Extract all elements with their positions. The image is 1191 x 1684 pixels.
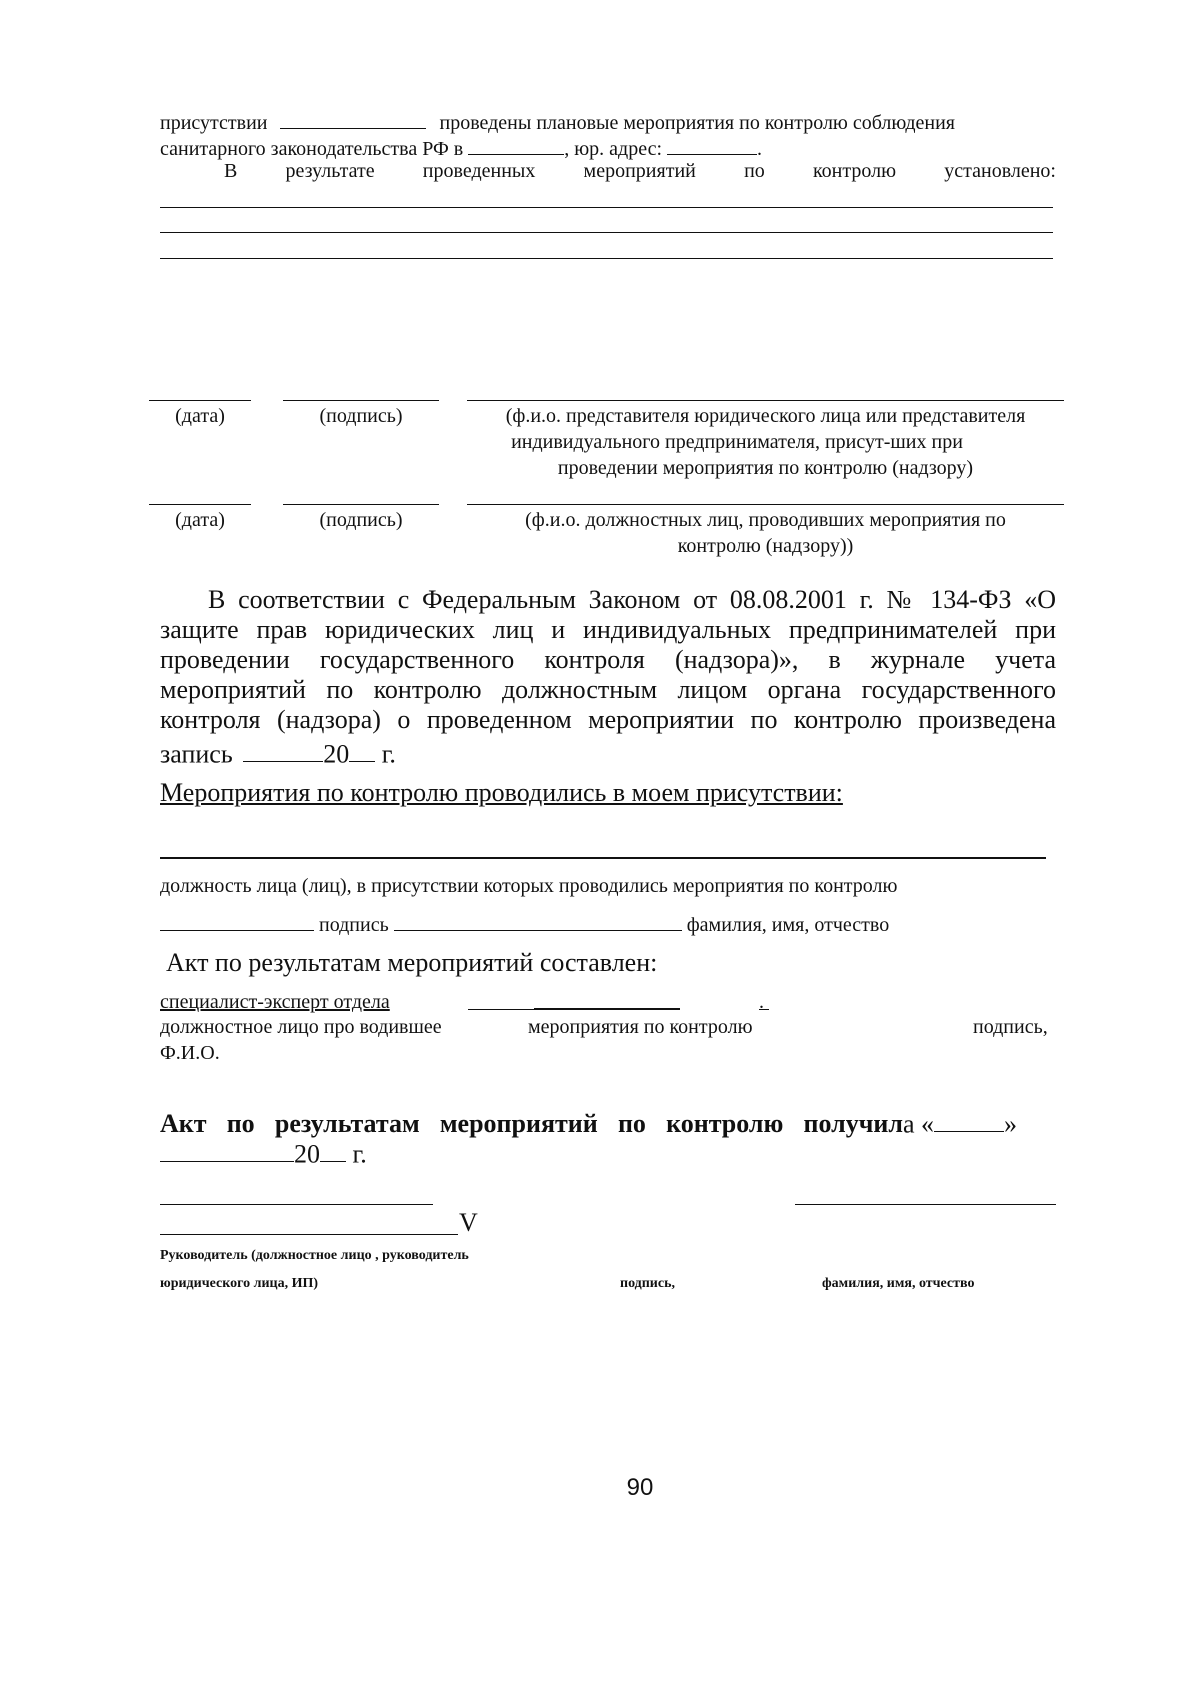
sign1-date-line bbox=[149, 400, 251, 401]
sign1-date-caption: (дата) bbox=[175, 405, 225, 427]
intro-line-1 bbox=[160, 107, 1056, 136]
law-line-2: защите прав юридических лиц и индивидуальных предпринимателей при bbox=[160, 615, 1056, 644]
specialist-line-thin bbox=[468, 1009, 534, 1010]
intro-line-2-c: . bbox=[757, 138, 763, 160]
head-line-2 bbox=[160, 1234, 458, 1235]
head-label-1: Руководитель (должностное лицо , руководитель bbox=[160, 1248, 469, 1263]
head-fio-label: фамилия, имя, отчество bbox=[822, 1276, 975, 1291]
act-received-tail-a: а « bbox=[903, 1109, 935, 1139]
sign2-date-line bbox=[149, 504, 251, 505]
blank-presence-signature bbox=[394, 909, 682, 931]
intro-line-3: В результате проведенных мероприятий по контролю установлено: bbox=[224, 160, 1056, 182]
head-fio-line bbox=[795, 1204, 1056, 1205]
sign2-signature-caption: (подпись) bbox=[319, 509, 403, 531]
sign1-fio-line bbox=[467, 400, 1064, 401]
intro-line-1-a: присутствии bbox=[160, 112, 268, 134]
act-compiled-fio-label: Ф.И.О. bbox=[160, 1042, 220, 1064]
blank-received-day bbox=[934, 1104, 1004, 1132]
sign1-signature-line bbox=[283, 400, 439, 401]
presence-position-caption: должность лица (лиц), в присутствии которых проводились мероприятия по контролю bbox=[160, 875, 898, 897]
blank-received-month bbox=[160, 1134, 294, 1162]
sign2-fio-caption-1: (ф.и.о. должностных лиц, проводивших мероприятия по bbox=[525, 509, 1006, 531]
record-year: 20 bbox=[323, 739, 350, 769]
act-compiled-heading: Акт по результатам мероприятий составлен: bbox=[166, 948, 658, 977]
intro-line-2-b: , юр. адрес: bbox=[564, 138, 663, 160]
head-signature-label: подпись, bbox=[620, 1276, 675, 1291]
sign2-signature-line bbox=[283, 504, 439, 505]
act-received-tail-b: » bbox=[1004, 1109, 1018, 1139]
intro-line-1-b: проведены плановые мероприятия по контролю соблюдения bbox=[439, 112, 955, 134]
law-line-5: контроля (надзора) о проведенном мероприятии по контролю произведена bbox=[160, 705, 1056, 734]
received-year-suffix: г. bbox=[352, 1139, 367, 1169]
blank-presence-name bbox=[280, 107, 426, 129]
presence-heading: Мероприятия по контролю проводились в моем присутствии: bbox=[160, 778, 843, 807]
presence-fio-label: фамилия, имя, отчество bbox=[686, 914, 890, 936]
sign2-fio-caption-2: контролю (надзору)) bbox=[677, 535, 854, 557]
specialist-dot-underline bbox=[759, 1009, 769, 1010]
sign1-fio-caption-1: (ф.и.о. представителя юридического лица или представителя bbox=[505, 405, 1026, 427]
result-line-2 bbox=[160, 232, 1053, 233]
v-mark: V bbox=[459, 1208, 478, 1237]
act-compiled-signature-label: подпись, bbox=[973, 1016, 1048, 1038]
received-year: 20 bbox=[294, 1139, 320, 1169]
result-line-3 bbox=[160, 258, 1053, 259]
official-label: должностное лицо про водившее bbox=[160, 1016, 442, 1038]
blank-record-year bbox=[349, 734, 375, 762]
presence-signature-row bbox=[160, 909, 889, 938]
presence-position-line bbox=[160, 857, 1046, 859]
presence-signature-label: подпись bbox=[319, 914, 389, 936]
head-line-1 bbox=[160, 1204, 433, 1205]
law-line-1: В соответствии с Федеральным Законом от 08.08.2001 г. № 134-ФЗ «О bbox=[208, 585, 1056, 614]
blank-location bbox=[468, 133, 564, 155]
sign2-date-caption: (дата) bbox=[175, 509, 225, 531]
sign2-fio-line bbox=[467, 504, 1064, 505]
head-label-2: юридического лица, ИП) bbox=[160, 1276, 319, 1291]
blank-record-date bbox=[243, 734, 323, 762]
page-number: 90 bbox=[626, 1474, 654, 1501]
specialist-dot: . bbox=[759, 991, 764, 1013]
law-line-6 bbox=[160, 734, 396, 770]
law-line-4: мероприятий по контролю должностным лицом органа государственного bbox=[160, 675, 1056, 704]
act-received-bold: Акт по результатам мероприятий по контролю получил bbox=[160, 1109, 903, 1139]
act-received-date-row bbox=[160, 1134, 367, 1170]
specialist-line-thick bbox=[534, 1008, 680, 1010]
blank-received-year bbox=[320, 1134, 346, 1162]
sign1-signature-caption: (подпись) bbox=[319, 405, 403, 427]
law-line-3: проведении государственного контроля (надзора)», в журнале учета bbox=[160, 645, 1056, 674]
specialist-label: специалист-эксперт отдела bbox=[160, 991, 390, 1013]
measures-label: мероприятия по контролю bbox=[528, 1016, 753, 1038]
result-line-1 bbox=[160, 207, 1053, 208]
sign1-fio-caption-2: индивидуального предпринимателя, присут-ших при bbox=[511, 431, 963, 453]
blank-presence-date bbox=[160, 909, 314, 931]
blank-legal-address bbox=[667, 133, 757, 155]
record-year-suffix: г. bbox=[381, 739, 396, 769]
intro-line-2-a: санитарного законодательства РФ в bbox=[160, 138, 464, 160]
record-label: запись bbox=[160, 739, 233, 769]
sign1-fio-caption-3: проведении мероприятия по контролю (надзору) bbox=[557, 457, 974, 479]
